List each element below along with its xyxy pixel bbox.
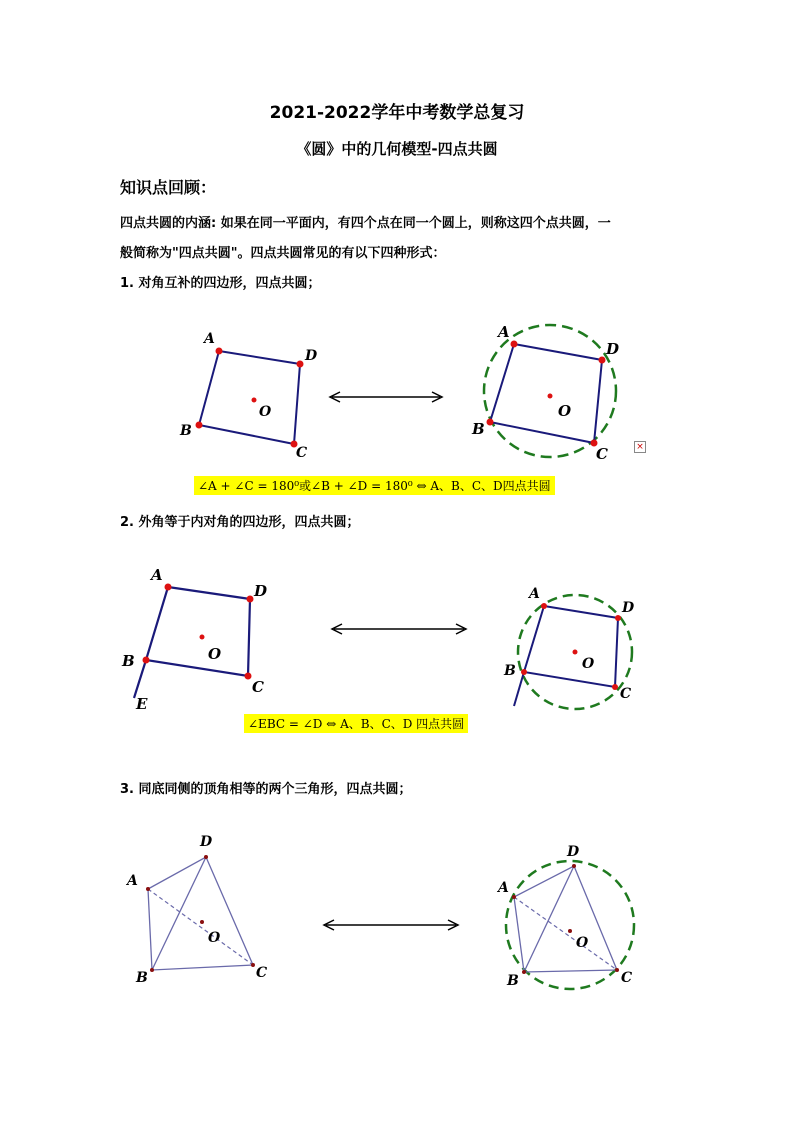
label-a: A [498, 323, 510, 341]
label-o: O [582, 656, 595, 672]
quadrilateral [199, 351, 300, 444]
outline [514, 866, 617, 972]
label-b: B [472, 420, 485, 438]
intro-line-1: 四点共圆的内涵: 如果在同一平面内，有四个点在同一个圆上，则称这四个点共圆，一 [120, 216, 611, 231]
broken-image-icon: × [634, 441, 646, 453]
label-o: O [558, 402, 572, 420]
vertex-b [150, 968, 154, 972]
vertex-d [572, 864, 576, 868]
vertex-c [615, 968, 619, 972]
center-o [200, 920, 204, 924]
label-o: O [208, 645, 222, 663]
label-c: C [252, 678, 264, 696]
page-title: 2021-2022学年中考数学总复习 [269, 103, 525, 123]
vertex-c [245, 673, 252, 680]
vertex-d [204, 855, 208, 859]
label-d: D [606, 340, 620, 358]
center-o [200, 635, 205, 640]
label-c: C [296, 445, 308, 461]
label-a: A [204, 331, 215, 347]
label-d: D [254, 582, 268, 600]
label-c: C [596, 445, 608, 463]
vertex-b [487, 419, 494, 426]
vertex-d [247, 596, 254, 603]
label-c: C [621, 970, 633, 986]
label-d: D [305, 348, 318, 364]
label-b: B [504, 663, 516, 679]
center-o [573, 650, 578, 655]
vertex-a [216, 348, 223, 355]
case-2-formula: ∠EBC = ∠D ⇔ A、B、C、D 四点共圆 [244, 714, 468, 733]
circumcircle [484, 325, 616, 457]
vertex-b [522, 970, 526, 974]
vertex-b [143, 657, 150, 664]
label-o: O [259, 404, 272, 420]
label-d: D [200, 834, 213, 850]
label-a: A [529, 586, 540, 602]
label-c: C [256, 965, 268, 981]
center-o [548, 394, 553, 399]
vertex-a [165, 584, 172, 591]
case-3-label: 3. 同底同侧的顶角相等的两个三角形，四点共圆； [120, 782, 412, 797]
vertex-d [297, 361, 304, 368]
case-2-right-figure [514, 595, 635, 709]
vertex-c [251, 963, 255, 967]
label-b: B [180, 423, 192, 439]
case-2-label: 2. 外角等于内对角的四边形，四点共圆； [120, 515, 360, 530]
label-b: B [122, 652, 135, 670]
diagonal-ac [148, 889, 253, 965]
label-a: A [151, 566, 163, 584]
label-b: B [507, 973, 519, 989]
case-2-left-figure [134, 584, 254, 699]
case-3-right-figure [506, 861, 634, 989]
label-a: A [127, 873, 138, 889]
label-d: D [622, 600, 635, 616]
label-b: B [136, 970, 148, 986]
case-1-left-figure [196, 348, 304, 448]
outline [148, 857, 253, 970]
quadrilateral [524, 606, 618, 687]
vertex-c [612, 684, 618, 690]
label-c: C [620, 686, 632, 702]
vertex-a [511, 341, 518, 348]
intro-line-2: 般简称为"四点共圆"。四点共圆常见的有以下四种形式： [120, 246, 446, 261]
double-arrow-icon [330, 392, 442, 402]
label-e: E [136, 695, 148, 713]
section-heading: 知识点回顾： [120, 178, 217, 197]
vertex-d [615, 615, 621, 621]
label-o: O [208, 930, 221, 946]
case-1-label: 1. 对角互补的四边形，四点共圆； [120, 276, 321, 291]
label-d: D [567, 844, 580, 860]
vertex-a [146, 887, 150, 891]
vertex-a [541, 603, 547, 609]
center-o [252, 398, 257, 403]
case-1-right-figure [484, 325, 616, 457]
center-o [568, 929, 572, 933]
diagonal-bd [152, 857, 206, 970]
vertex-b [521, 669, 527, 675]
double-arrow-icon [324, 920, 458, 930]
vertex-b [196, 422, 203, 429]
double-arrow-icon [332, 624, 466, 634]
label-a: A [498, 880, 509, 896]
case-3-left-figure [146, 855, 255, 972]
vertex-a [512, 895, 516, 899]
label-o: O [576, 935, 589, 951]
page-subtitle: 《圆》中的几何模型-四点共圆 [296, 140, 498, 158]
vertex-d [599, 357, 606, 364]
quadrilateral [490, 344, 602, 443]
case-1-formula: ∠A + ∠C = 180⁰或∠B + ∠D = 180⁰ ⇔ A、B、C、D四点共圆 [194, 476, 555, 495]
quadrilateral [146, 587, 250, 676]
diagonal-bd [524, 866, 574, 972]
extension-be [134, 660, 146, 698]
